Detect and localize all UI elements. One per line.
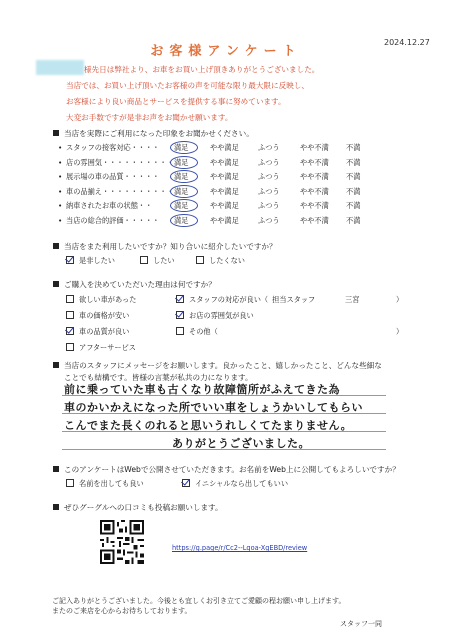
option-label: したい — [153, 256, 175, 265]
option-label: アフターサービス — [79, 343, 136, 352]
q5-title: このアンケートはWebで公開させていただきます。お名前をWeb上に公開してもよろしいですか？ — [64, 465, 400, 474]
rating-row-label: 店の雰囲気・・・・・・・・・・ — [66, 157, 174, 167]
survey-date: 2024.12.27 — [384, 38, 430, 47]
square-bullet-icon — [53, 362, 59, 368]
rating-option[interactable]: ふつう — [258, 186, 280, 196]
q1-heading — [53, 128, 254, 139]
checkbox-checked-icon[interactable] — [176, 295, 184, 303]
rating-option[interactable]: やや満足 — [210, 201, 239, 211]
bullet-icon: • — [58, 172, 63, 182]
q2-option-maybe[interactable] — [140, 256, 175, 266]
checkbox-checked-icon[interactable] — [66, 256, 74, 264]
rating-option[interactable]: 満足 — [174, 201, 189, 211]
checkbox-icon[interactable] — [66, 479, 74, 487]
rating-option[interactable]: やや満足 — [210, 186, 239, 196]
checkbox-icon[interactable] — [140, 256, 148, 264]
rating-row — [58, 143, 406, 155]
rating-option[interactable]: 不満 — [346, 201, 361, 211]
option-label: 名前を出しても良い — [79, 479, 144, 488]
intro-text — [66, 62, 319, 126]
q2-title: 当店をまた利用したいですか？知り合いに紹介したいですか？ — [64, 242, 277, 251]
q4-heading-cont: ことでも結構です。皆様の言葉が私共の力になります。 — [64, 373, 253, 382]
checkbox-icon[interactable] — [66, 295, 74, 303]
bullet-icon: • — [58, 157, 63, 167]
rating-option[interactable]: 満足 — [174, 186, 189, 196]
checkbox-icon[interactable] — [176, 327, 184, 335]
rating-option[interactable]: やや不満 — [300, 172, 329, 182]
rating-row-label: 展示場の車の品質・・・・・ — [66, 172, 160, 182]
rating-option[interactable]: 不満 — [346, 157, 361, 167]
signature: スタッフ一同 — [340, 620, 382, 628]
rating-option[interactable]: ふつう — [258, 143, 280, 152]
option-label: 車の価格が安い — [79, 311, 130, 320]
bullet-icon: • — [58, 186, 63, 196]
q2-option-yes[interactable] — [66, 256, 115, 266]
q2-option-no[interactable] — [196, 256, 245, 266]
closing-text — [52, 596, 345, 616]
close-paren: ） — [396, 327, 404, 336]
selected-circle-mark — [170, 156, 198, 169]
option-label: その他（ — [189, 327, 218, 336]
rating-option[interactable]: ふつう — [258, 216, 280, 225]
option-label: スタッフの対応が良い（ — [189, 295, 269, 304]
rating-row — [58, 157, 406, 170]
q3-option[interactable] — [66, 295, 136, 305]
square-bullet-icon — [53, 281, 59, 287]
checkbox-checked-icon[interactable] — [182, 479, 190, 487]
rating-option[interactable]: 不満 — [346, 216, 361, 225]
rating-option[interactable]: 満足 — [174, 143, 189, 152]
qr-code-icon[interactable] — [100, 520, 144, 564]
q5-heading — [53, 464, 400, 475]
selected-circle-mark — [170, 214, 198, 227]
rating-row-label: スタッフの接客対応・・・・ — [66, 143, 160, 152]
q1-title: 当店を実際にご利用になった印象をお聞かせください。 — [64, 129, 254, 138]
rating-option[interactable]: ふつう — [258, 157, 280, 167]
q3-title: ご購入を決めていただいた理由は何ですか？ — [64, 280, 216, 289]
square-bullet-icon — [53, 130, 59, 136]
rating-row — [58, 201, 406, 213]
q5-option-fullname[interactable] — [66, 479, 144, 489]
checkbox-checked-icon[interactable] — [66, 327, 74, 335]
square-bullet-icon — [53, 466, 59, 472]
rating-row — [58, 216, 406, 228]
option-label: 車の品質が良い — [79, 327, 130, 336]
checkbox-icon[interactable] — [66, 343, 74, 351]
option-label: 欲しい車があった — [79, 295, 137, 304]
q3-option[interactable] — [66, 311, 129, 321]
page-title: お客様アンケート — [150, 44, 302, 59]
rating-option[interactable]: 満足 — [174, 216, 189, 225]
handwritten-message-line: ありがとうございました。 — [172, 437, 310, 450]
rating-option[interactable]: やや満足 — [210, 157, 239, 167]
rating-option[interactable]: やや不満 — [300, 143, 329, 152]
staff-prefix: 担当スタッフ — [272, 295, 316, 304]
rating-option[interactable]: やや不満 — [300, 157, 329, 167]
checkbox-icon[interactable] — [196, 256, 204, 264]
google-review-link[interactable]: https://g.page/r/Cc2--Lqoa-XgEBD/review — [172, 544, 308, 552]
selected-circle-mark — [170, 170, 198, 183]
rating-row-label: 車の品揃え・・・・・・・・・・ — [66, 186, 174, 196]
intro-line: 当店では、お買い上げ頂いたお客様の声を可能な限り最大限に反映し、 — [66, 81, 309, 90]
rating-option[interactable]: やや満足 — [210, 143, 239, 152]
q5-option-initials[interactable] — [182, 479, 288, 489]
q3-option-staff[interactable] — [176, 295, 315, 305]
bullet-icon: • — [58, 216, 63, 225]
bullet-icon: • — [58, 201, 63, 211]
rating-row-label: 当店の総合的評価・・・・・ — [66, 216, 160, 225]
rating-option[interactable]: 不満 — [346, 186, 361, 196]
rating-row-label: 納車されたお車の状態・・ — [66, 201, 153, 211]
rating-option[interactable]: 不満 — [346, 143, 361, 152]
q3-option[interactable] — [66, 327, 129, 337]
rating-option[interactable]: やや不満 — [300, 216, 329, 225]
selected-circle-mark — [170, 199, 198, 212]
rating-option[interactable]: ふつう — [258, 201, 280, 211]
q2-heading — [53, 241, 277, 252]
handwritten-message-line: こんでまた長くのれると思いうれしくてたまりません。 — [64, 419, 353, 432]
q6-heading — [53, 502, 223, 513]
rating-option[interactable]: 満足 — [174, 157, 189, 167]
option-label: 是非したい — [79, 256, 115, 265]
q6-title: ぜひグーグルへの口コミも投稿お願いします。 — [64, 503, 223, 512]
rating-option[interactable]: やや不満 — [300, 186, 329, 196]
rating-option[interactable]: やや満足 — [210, 172, 239, 182]
q3-option[interactable] — [66, 343, 136, 353]
close-paren: ） — [396, 295, 404, 304]
option-label: イニシャルなら出してもいい — [195, 479, 289, 488]
intro-line: 大変お手数ですが是非お声をお聞かせ願います。 — [66, 113, 233, 122]
checkbox-checked-icon[interactable] — [176, 311, 184, 319]
rating-option[interactable]: やや不満 — [300, 201, 329, 211]
rating-option[interactable]: 満足 — [174, 172, 189, 182]
square-bullet-icon — [53, 504, 59, 510]
intro-line: 様先日は弊社より、お車をお買い上げ頂きありがとうございました。 — [84, 65, 320, 74]
rating-row — [58, 186, 406, 199]
q3-option-other[interactable] — [176, 327, 218, 337]
square-bullet-icon — [53, 243, 59, 249]
option-label: したくない — [209, 256, 245, 265]
rating-option[interactable]: やや満足 — [210, 216, 239, 225]
checkbox-icon[interactable] — [66, 311, 74, 319]
rating-row — [58, 172, 406, 184]
staff-name: 三宮 — [345, 295, 360, 304]
q4-title: 当店のスタッフにメッセージをお願いします。良かったこと、嬉しかったこと、どんな些細な — [64, 361, 382, 370]
bullet-icon: • — [58, 143, 63, 152]
handwritten-message-line: 前に乗っていた車も古くなり故障箇所がふえてきた為 — [64, 383, 340, 396]
rating-option[interactable]: 不満 — [346, 172, 361, 182]
closing-line: ご記入ありがとうございました。今後とも宜しくお引き立てご愛顧の程お願い申し上げます。 — [52, 597, 346, 605]
closing-line: またのご来店を心からお待ちしております。 — [52, 607, 192, 615]
option-label: お店の雰囲気が良い — [189, 311, 254, 320]
rating-option[interactable]: ふつう — [258, 172, 280, 182]
selected-circle-mark — [170, 141, 198, 154]
handwritten-message-line: 車のかいかえになった所でいい車をしょうかいしてもらい — [64, 401, 363, 414]
selected-circle-mark — [170, 185, 198, 198]
q3-option[interactable] — [176, 311, 254, 321]
intro-line: お客様により良い商品とサービスを提供する事に努めています。 — [66, 97, 286, 106]
q4-heading — [53, 360, 382, 371]
q3-heading — [53, 279, 216, 290]
